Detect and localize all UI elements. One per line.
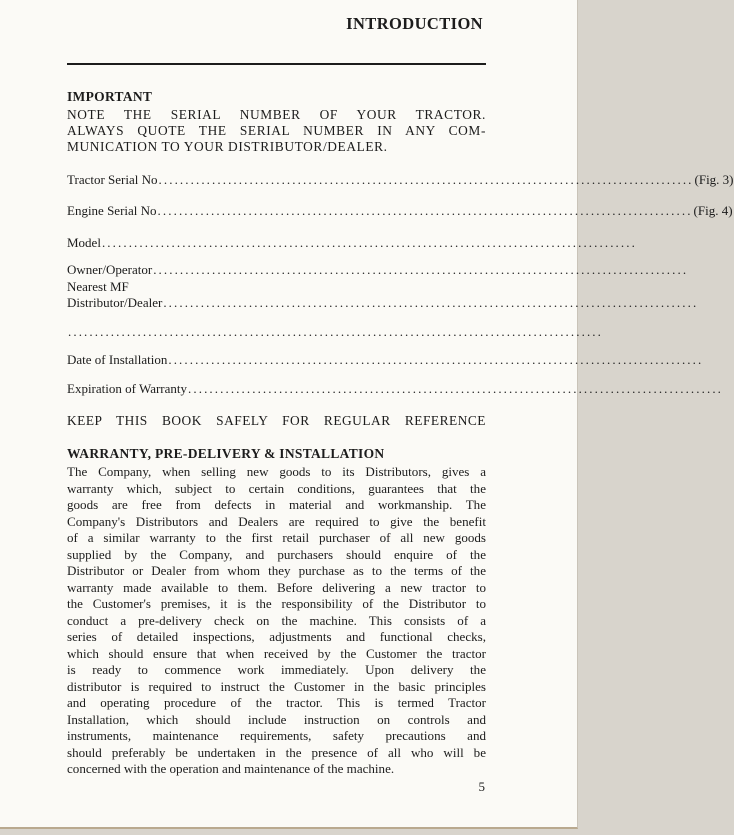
important-note-line: NOTE THE SERIAL NUMBER OF YOUR TRACTOR. bbox=[67, 107, 486, 122]
fill-in-dots: .................................................................................................... bbox=[188, 381, 724, 396]
model-label: Model bbox=[67, 235, 101, 250]
warranty-heading: WARRANTY, PRE-DELIVERY & INSTALLATION bbox=[67, 446, 385, 461]
date-of-installation-label: Date of Installation bbox=[67, 352, 168, 367]
engine-serial-field bbox=[67, 203, 733, 221]
warranty-line: of a similar warranty to the first retail purchaser of all new goods bbox=[67, 530, 486, 545]
warranty-paragraph bbox=[67, 464, 486, 778]
warranty-line: concerned with the operation and maintenance of the machine. bbox=[67, 761, 395, 776]
header-divider bbox=[67, 63, 486, 65]
tractor-serial-label: Tractor Serial No bbox=[67, 172, 158, 187]
warranty-line: warranty which, subject to certain conditions, guarantees that the bbox=[67, 480, 486, 496]
tractor-serial-field bbox=[67, 172, 734, 190]
fill-in-dots: .................................................................................................... bbox=[168, 352, 704, 367]
expiration-of-warranty-field bbox=[67, 381, 724, 399]
fill-in-dots: .................................................................................................... bbox=[153, 262, 689, 277]
date-of-installation-field bbox=[67, 352, 704, 370]
warranty-line: should preferably be undertaken in the presence of all who will be bbox=[67, 744, 486, 760]
warranty-line: is ready to commence work immediately. Upon delivery the bbox=[67, 662, 486, 677]
warranty-line: instruments, maintenance requirements, safety precautions and bbox=[67, 728, 486, 743]
expiration-of-warranty-label: Expiration of Warranty bbox=[67, 381, 188, 396]
fill-in-dots: .................................................................................................... bbox=[163, 295, 699, 310]
warranty-line: goods are free from defects in material and workmanship. The bbox=[67, 497, 486, 512]
page-number: 5 bbox=[478, 779, 485, 794]
warranty-line: warranty made available to them. Before delivering a new tractor to bbox=[67, 579, 486, 595]
warranty-line: Installation, which should include instruction on controls and bbox=[67, 711, 486, 727]
distributor-dealer-continuation bbox=[67, 324, 603, 342]
fill-in-dots: .................................................................................................... bbox=[68, 324, 603, 339]
warranty-line: Distributor or Dealer from whom they purchase as to the terms of the bbox=[67, 563, 486, 578]
important-note-line: ALWAYS QUOTE THE SERIAL NUMBER IN ANY COM- bbox=[67, 123, 486, 138]
warranty-line: The Company, when selling new goods to its Distributors, gives a bbox=[67, 464, 486, 479]
important-heading: IMPORTANT bbox=[67, 89, 153, 104]
owner-operator-field bbox=[67, 262, 689, 280]
important-note-line: MUNICATION TO YOUR DISTRIBUTOR/DEALER. bbox=[67, 139, 388, 154]
warranty-line: and operating procedure of the tractor. This is termed Tractor bbox=[67, 695, 486, 710]
warranty-line: distributor is required to instruct the Customer in the basic principles bbox=[67, 678, 486, 694]
figure-reference: (Fig. 3) bbox=[694, 172, 734, 187]
warranty-line: Company's Distributors and Dealers are required to give the benefit bbox=[67, 513, 486, 529]
owner-operator-label: Owner/Operator bbox=[67, 262, 153, 277]
nearest-mf-label: Nearest MF bbox=[67, 279, 129, 294]
engine-serial-label: Engine Serial No bbox=[67, 203, 157, 218]
warranty-line: conduct a pre-delivery check on the machine. This consists of a bbox=[67, 612, 486, 628]
warranty-line: the Customer's premises, it is the responsibility of the Distributor to bbox=[67, 596, 486, 611]
keep-book-notice: KEEP THIS BOOK SAFELY FOR REGULAR REFERENCE bbox=[67, 413, 486, 428]
warranty-line: series of detailed inspections, adjustments and functional checks, bbox=[67, 629, 486, 644]
figure-reference: (Fig. 4) bbox=[693, 203, 733, 218]
distributor-dealer-label: Distributor/Dealer bbox=[67, 295, 163, 310]
fill-in-dots: .................................................................................................... bbox=[158, 172, 694, 187]
warranty-line: supplied by the Company, and purchasers should enquire of the bbox=[67, 546, 486, 562]
model-field bbox=[67, 235, 637, 253]
warranty-line: which should ensure that when received by the Customer the tractor bbox=[67, 645, 486, 661]
fill-in-dots: .................................................................................................... bbox=[157, 203, 693, 218]
page-title: INTRODUCTION bbox=[346, 14, 483, 33]
fill-in-dots: .................................................................................................... bbox=[101, 235, 637, 250]
distributor-dealer-field bbox=[67, 295, 699, 313]
